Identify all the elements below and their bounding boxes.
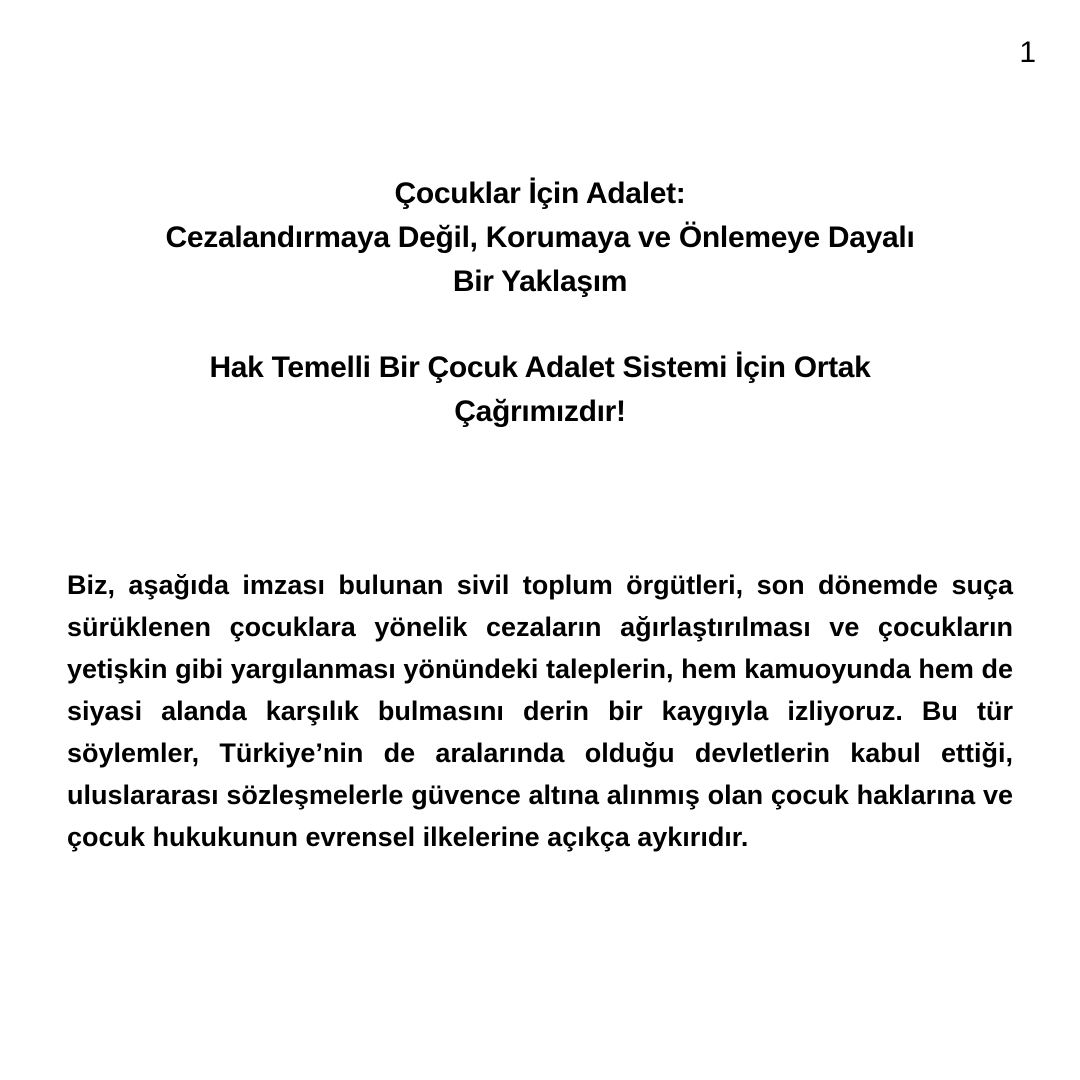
page-subtitle	[60, 346, 1020, 434]
title-line-3: Bir Yaklaşım	[452, 265, 628, 298]
title-line-2: Cezalandırmaya Değil, Korumaya ve Önlemeye Dayalı	[165, 221, 915, 254]
body-paragraph: Biz, aşağıda imzası bulunan sivil toplum örgütleri, son dönemde suça sürüklenen çocuklara yönelik cezaların ağırlaştırılması ve çocukların yetişkin gibi yargılanması yönündeki taleplerin, hem kamuoyunda hem de siyasi alanda karşılık bulmasını derin bir kaygıyla izliyoruz. Bu tür söylemler, Türkiye’nin de aralarında olduğu devletlerin kabul ettiği, uluslararası sözleşmelerle güvence altına alınmış olan çocuk haklarına ve çocuk hukukunun evrensel ilkelerine açıkça aykırıdır.	[67, 570, 1013, 852]
title-line-1: Çocuklar İçin Adalet:	[394, 177, 686, 210]
subtitle-line-1: Hak Temelli Bir Çocuk Adalet Sistemi İçin Ortak	[209, 351, 871, 384]
subtitle-line-2: Çağrımızdır!	[454, 395, 626, 428]
page-title	[60, 172, 1020, 304]
page-number: 1	[1019, 36, 1036, 69]
